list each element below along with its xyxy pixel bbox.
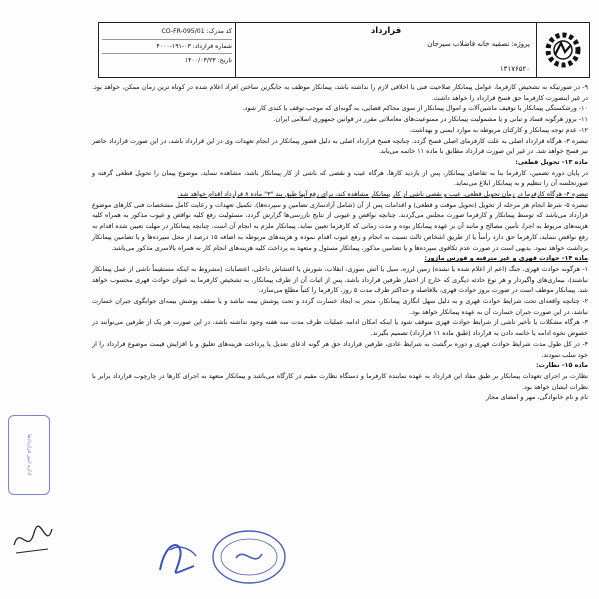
article-14-item-3: ۳- هرگاه مشکلات یا تأخیر ناشی از شرایط حوادث قهری متوقف شود یا اینکه امکان ادامه عملیات ظرف مدت سه هفته وجود نداشته باشد، در این صورت هر یک از طرفین می‌توانند در خصوص نحوه ادامه یا خاتمه دادن به قرارداد (طبق ماده ۱۱ قرارداد) تصمیم بگیرند.	[92, 318, 588, 338]
doc-code: کد مدرک: CO-FR-095/01	[102, 25, 232, 40]
clause-9: ۹- در صورتیکه به تشخیص کارفرما، عوامل پیمانکار صلاحیت فنی یا اخلاقی لازم را نداشته باشد، پیمانکار موظف به جایگزین ساختن افراد اعلام شده در کوتاه ترین زمان ممکن، خواهد بود. در غیر اینصورت کارفرما حق فسخ قرارداد را خواهد داشت.	[92, 83, 588, 102]
document-header	[98, 22, 590, 78]
side-stamp-text: اداره امور قراردادها	[26, 434, 32, 476]
contracts-office-stamp	[8, 415, 50, 495]
project-row	[242, 40, 530, 48]
project-label: پروژه:	[511, 40, 530, 48]
article-13-title: ماده ۱۳- تحویل قطعی:	[515, 157, 588, 166]
signature-line: نام و نام خانوادگی، مهر و امضای مجاز	[486, 393, 588, 402]
company-logo-icon	[536, 23, 589, 77]
signature-mid-icon	[150, 530, 208, 584]
document-meta	[99, 23, 236, 77]
note-5: تبصره ۵- شرط انجام هر مرحله از تحویل (تحویل موقت و قطعی) و اقدامات پس از آن (شامل آزادسازی تضامین و سپرده‌ها)، تکمیل تعهدات و رعایت کامل مشخصات فنی کارهای موضوع قرارداد می‌باشد که توسط پیمانکار و کارفرما صورت مجلس می‌گردند. چنانچه نواقص و عیوبی از نتایج بازرسی‌ها گزارش گردد، مسئولیت رفع کلیه نواقص و عیوب مذکور به همراه کلیه هزینه‌های مربوط به اجرا، تأمین مصالح و مانند آن بر عهده پیمانکار بوده و مدت زمانی که کارفرما تعیین نماید، پیمانکار ملزم به انجام آن است. چنانچه پیمانکار در مهلت تعیین شده اقدام به رفع نواقص ننماید، کارفرما حق دارد رأساً یا از طریق اشخاص ثالث نسبت به انجام و رفع عیوب اقدام نموده و هزینه‌های مربوطه به اضافه ۱۵ درصد از محل سپرده‌ها و یا تضامین پیمانکار برداشت خواهد نمود. بدیهی است در صورت عدم تکافوی سپرده‌ها و یا تضامین مذکور، پیمانکار مسئول و متعهد به پرداخت کلیه هزینه‌های انجام کار به همراه بالاسری مذکور می‌باشد.	[92, 200, 589, 252]
contract-date: تاریخ: ۱۴۰۰/۰۳/۲۳	[184, 57, 232, 64]
note-4: تبصره ۴- هرگاه کارفرما در زمان تحویل قطعی، عیب و نقصی ناشی از کار پیمانکار مشاهده کند، برای رفع آنها طبق بند "۳" ماده ۸ قرارداد اقدام خواهد شد.	[177, 190, 588, 199]
signature-left-icon	[8, 515, 56, 563]
article-14-item-4: ۴- در کل طول مدت شرایط حوادث قهری و دوره برگشت به شرایط عادی، طرفین قرارداد حق هر گونه ادعای تعدیل یا پرداخت هزینه‌های تعلیق و یا افزایش قیمت موضوع قرارداد را از خود سلب نمودند.	[92, 339, 588, 359]
document-title: قرارداد	[370, 26, 402, 36]
clause-11: ۱۱- بروز هرگونه فساد و تبانی و یا مشمولیت پیمانکار در ممنوعیت‌های معاملاتی مقرر در قوانین جمهوری اسلامی ایران.	[273, 115, 588, 124]
clause-12: ۱۲- عدم توجه پیمانکار و کارکنان مربوطه به موارد ایمنی و بهداشت.	[409, 125, 588, 134]
note-3: تبصره ۳- هرگاه قرارداد اصلی به علت کارفرمای اصلی فسخ گردد، چنانچه فسخ قرارداد اصلی به دلیل قصور پیمانکار در انجام تعهدات وی در این قرارداد باشد، در این صورت قرارداد حاضر نیز فسخ خواهد شد. در غیر این صورت قرارداد مطابق با ماده ۱۱ خاتمه می‌یابد.	[92, 136, 589, 156]
contract-number: شماره قرارداد: ۰۳-۱۹۱-۴۰۰۰	[102, 40, 232, 55]
article-15-title: ماده ۱۵- نظارت:	[535, 361, 588, 370]
article-15-text: نظارت بر اجرای تعهدات پیمانکار بر طبق مفاد این قرارداد به عهده نماینده کارفرما و دستگاه نظارت مقیم در کارگاه می‌باشد و پیمانکار متعهد به اجرای کارها در چارچوب قرارداد برابر با نظرات ایشان خواهد بود.	[92, 371, 588, 391]
article-14-item-1: ۱- هرگونه حوادث قهری، جنگ (اعم از اعلام شده یا نشده) زمین لرزه، سیل یا آتش سوزی، انقلاب، شورش یا اغتشاش داخلی، اعتصابات (مشروط به اینکه مستقیماً ناشی از عمل پیمانکار نباشند)، بیماری‌های واگیردار و هر نوع حادثه دیگری که خارج از اختیار طرفین قرارداد باشد، پس از اثبات آن از طرف پیمانکار، به تشخیص کارفرما به عنوان حوادث قهری محسوب خواهد شد. پیمانکار موظف است در صورت بروز حوادث قهری، بلافاصله و حداکثر ظرف مدت ۵ روز، کارفرما را کتباً مطلع می‌سازد.	[92, 264, 588, 295]
header-title-area	[236, 23, 536, 77]
article-14-item-2: ۲- چنانچه واقعه‌ای تحت شرایط حوادث قهری و به دلیل سهل انگاری پیمانکار، منجر به ایجاد خسارت گردد و تحت پوشش بیمه نباشد و یا سقف پوشش بیمه‌ای جوابگوی جبران خسارت نباشد، در این صورت جبران خسارت آن به عهده پیمانکار خواهد بود.	[92, 297, 588, 316]
project-value: تصفیه خانه فاضلاب سیرجان	[427, 40, 510, 48]
article-13-text: در پایان دوره تضمین، کارفرما بنا به تقاضای پیمانکار، پس از بازدید کارها، هرگاه عیب و نقصی که ناشی از کار پیمانکار باشد، مشاهده ننماید، موضوع پیمان را تحویل قطعی گرفته و صورتجلسه آن را تنظیم و به پیمانکار ابلاغ می‌نماید.	[92, 168, 588, 188]
article-14-title: ماده ۱۴- حوادث قهری و غیر مترقبه و فورس ماژور:	[424, 254, 588, 263]
company-seal-icon	[210, 528, 288, 586]
clause-10: ۱۰- ورشکستگی پیمانکار یا توقیف ماشین‌آلات و اموال پیمانکار از سوی محاکم قضایی، به گونه‌ای که موجب توقف یا کندی کار شود.	[242, 104, 588, 113]
contract-body	[92, 82, 588, 403]
page-number: ۱۳۱۷۶۵۲۰	[499, 65, 530, 73]
